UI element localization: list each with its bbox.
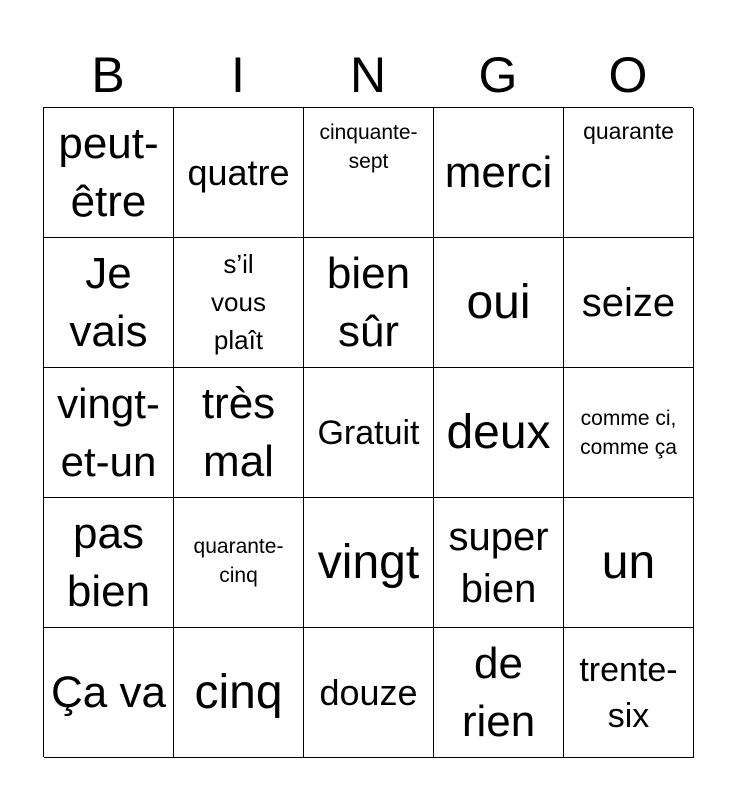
cell-text: s’il vous plaît	[211, 249, 266, 355]
bingo-cell[interactable]	[304, 628, 434, 758]
bingo-cell[interactable]	[174, 368, 304, 498]
bingo-cell[interactable]	[174, 498, 304, 628]
bingo-cell[interactable]	[174, 628, 304, 758]
header-letter-o: O	[608, 47, 648, 103]
cell-text: trente-six	[579, 650, 678, 735]
cell-text: de rien	[461, 638, 536, 746]
cell-text: vingt-et-un	[57, 379, 160, 485]
bingo-cell[interactable]	[434, 368, 564, 498]
cell-text: quatre	[187, 151, 290, 193]
bingo-cell[interactable]	[434, 238, 564, 368]
cell-text: pas bien	[66, 508, 151, 616]
cell-text: quarante	[583, 118, 674, 144]
cell-text: vingt	[317, 535, 420, 589]
bingo-cell[interactable]	[564, 628, 694, 758]
cell-text: oui	[466, 275, 531, 329]
cell-text: super bien	[448, 514, 549, 611]
header-letter-i: I	[231, 47, 245, 103]
cell-text: cinquante-sept	[319, 121, 418, 173]
bingo-cell[interactable]	[564, 368, 694, 498]
bingo-cell[interactable]	[434, 108, 564, 238]
header-letter-g: G	[478, 47, 518, 103]
bingo-cell[interactable]	[304, 498, 434, 628]
bingo-cell[interactable]	[304, 238, 434, 368]
bingo-cell[interactable]	[434, 628, 564, 758]
free-space-cell[interactable]	[304, 368, 434, 498]
cell-text: cinq	[194, 665, 283, 719]
bingo-cell[interactable]	[44, 498, 174, 628]
bingo-board	[43, 107, 693, 757]
bingo-cell[interactable]	[434, 498, 564, 628]
header-letter-n: N	[349, 47, 387, 103]
bingo-cell[interactable]	[564, 108, 694, 238]
cell-text: Je vais	[69, 248, 148, 356]
cell-text: merci	[444, 147, 553, 197]
bingo-cell[interactable]	[44, 628, 174, 758]
cell-text: Ça va	[51, 667, 166, 717]
bingo-cell[interactable]	[44, 368, 174, 498]
cell-text: un	[601, 535, 656, 589]
bingo-cell[interactable]	[44, 238, 174, 368]
cell-text: comme ci, comme ça	[580, 406, 677, 459]
cell-text: Gratuit	[317, 413, 420, 452]
header-letter-b: B	[91, 47, 125, 103]
cell-text: bien sûr	[326, 248, 411, 356]
cell-text: douze	[319, 671, 418, 713]
bingo-cell[interactable]	[304, 108, 434, 238]
bingo-cell[interactable]	[174, 108, 304, 238]
bingo-cell[interactable]	[174, 238, 304, 368]
bingo-cell[interactable]	[564, 498, 694, 628]
cell-text: deux	[446, 405, 551, 459]
bingo-header	[43, 44, 693, 106]
bingo-cell[interactable]	[564, 238, 694, 368]
bingo-cell[interactable]	[44, 108, 174, 238]
cell-text: très mal	[201, 378, 276, 486]
cell-text: peut-être	[58, 118, 159, 226]
cell-text: seize	[581, 280, 676, 325]
cell-text: quarante-cinq	[193, 535, 284, 587]
